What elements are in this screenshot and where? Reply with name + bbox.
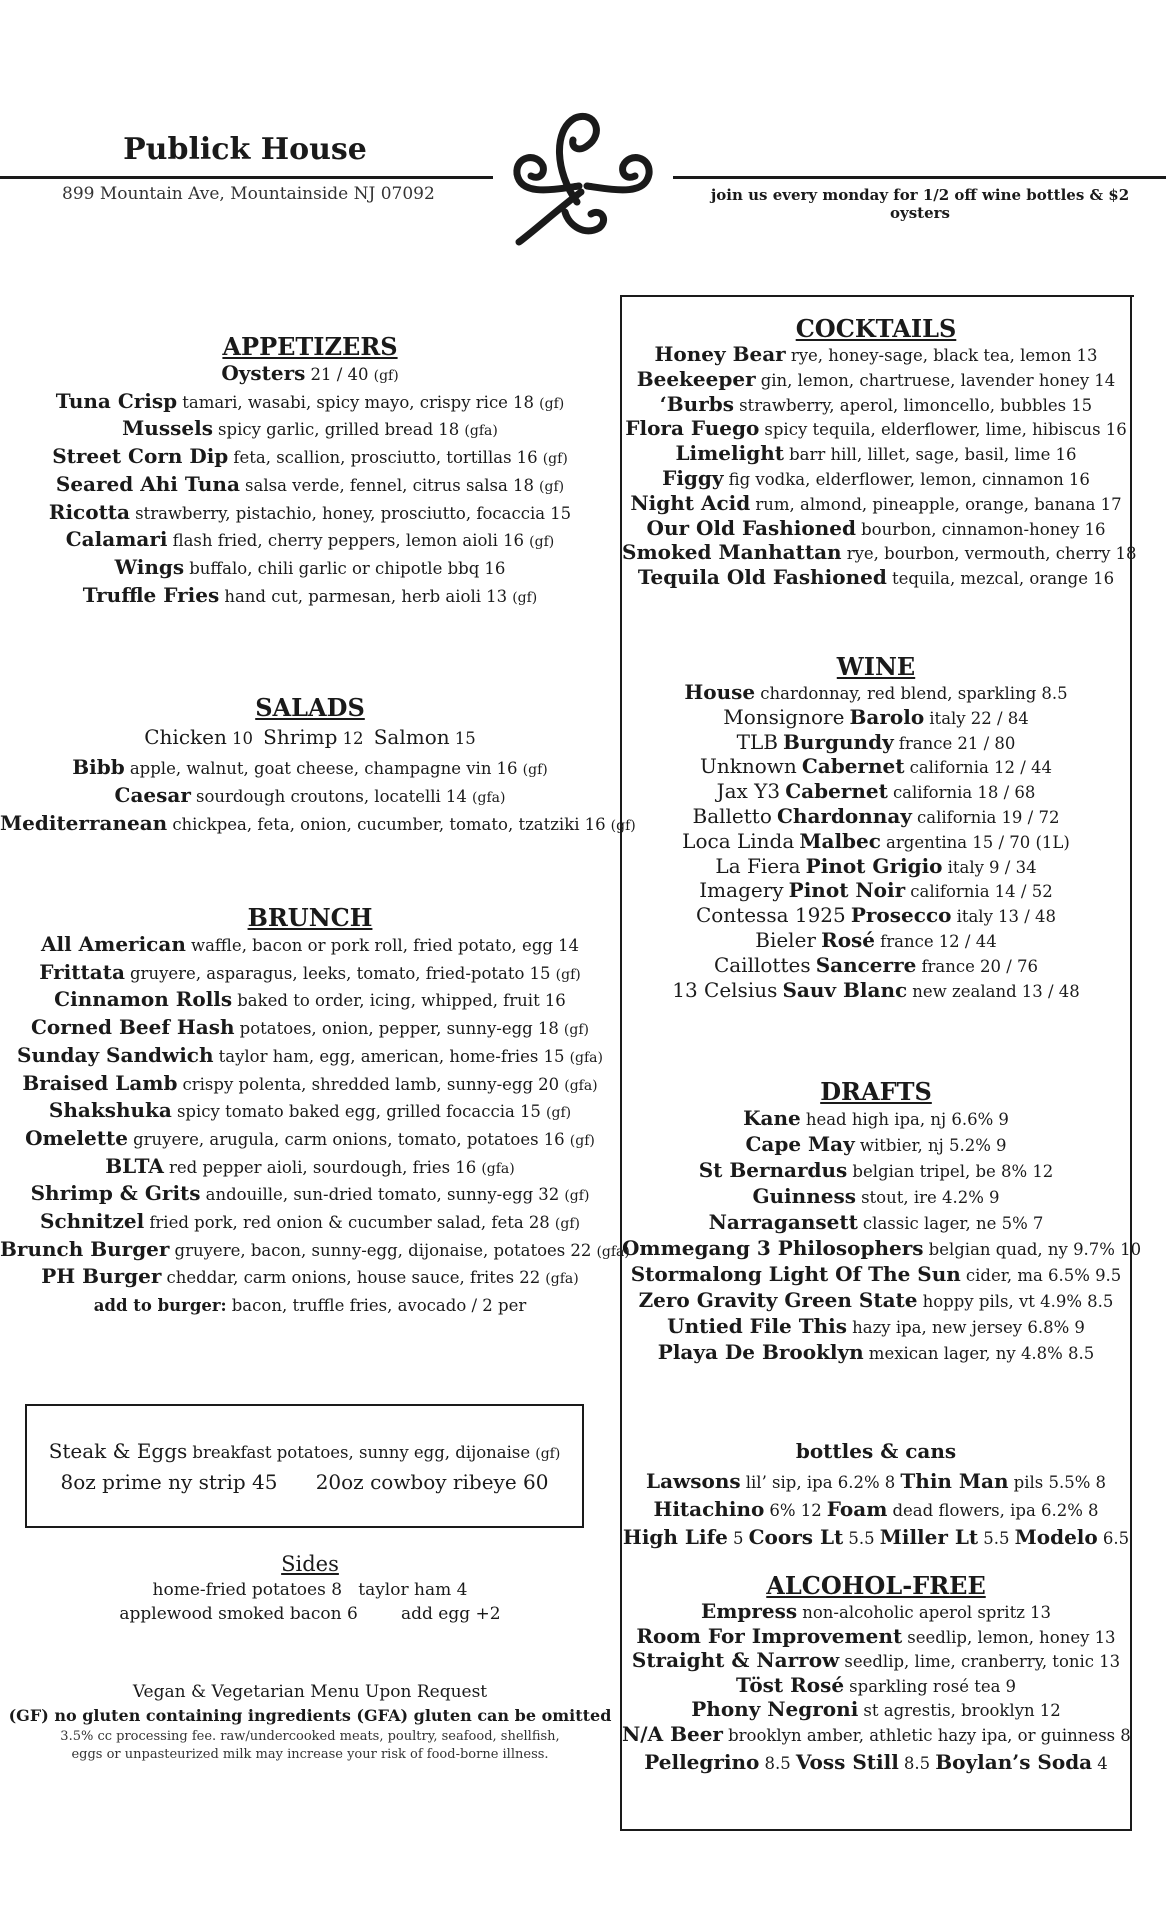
drink-item: Beekeeper gin, lemon, chartruese, lavender honey 14 (636, 366, 1116, 391)
menu-item: Calamari flash fried, cherry peppers, lemon aioli 16 (gf) (65, 527, 555, 552)
bottles-section (622, 1434, 1130, 1552)
health-notice-line1: 3.5% cc processing fee. raw/undercooked meats, poultry, seafood, shellfish, (60, 1729, 560, 1744)
menu-item: Tuna Crisp tamari, wasabi, spicy mayo, crispy rice 18 (gf) (55, 388, 565, 413)
draft-item: Untied File This hazy ipa, new jersey 6.8% 9 (667, 1314, 1085, 1338)
special-option-1: 8oz prime ny strip 45 (60, 1470, 278, 1494)
wine-item: 13 Celsius Sauv Blanc new zealand 13 / 48 (672, 977, 1080, 1002)
steak-special (25, 1437, 584, 1498)
alcohol-free-item: Straight & Narrow seedlip, lime, cranberry, tonic 13 (631, 1648, 1121, 1672)
alcohol-free-item: Töst Rosé sparkling rosé tea 9 (735, 1672, 1017, 1697)
wine-item: Loca Linda Malbec argentina 15 / 70 (1L) (682, 828, 1070, 853)
menu-item: Cinnamon Rolls baked to order, icing, whipped, fruit 16 (54, 987, 566, 1012)
sides-section (0, 1550, 620, 1626)
drink-item: Honey Bear rye, honey-sage, black tea, lemon 13 (654, 342, 1098, 366)
bottle-row: Lawsons lil’ sip, ipa 6.2% 8 Thin Man pils 5.5% 8 (646, 1469, 1106, 1493)
alcohol-free-item: N/A Beer brooklyn amber, athletic hazy ipa, or guinness 8 (622, 1721, 1131, 1746)
salad-protein-addons: Chicken 10 Shrimp 12 Salmon 15 (144, 725, 476, 749)
menu-item: Shakshuka spicy tomato baked egg, grilled focaccia 15 (gf) (48, 1098, 572, 1123)
alcohol-free-item: Phony Negroni st agrestis, brooklyn 12 (691, 1697, 1061, 1721)
alcohol-free-row: Pellegrino 8.5 Voss Still 8.5 Boylan’s Soda 4 (644, 1750, 1108, 1774)
draft-item: Cape May witbier, nj 5.2% 9 (745, 1132, 1007, 1156)
clover-logo-icon (495, 100, 670, 250)
menu-item: Schnitzel fried pork, red onion & cucumber salad, feta 28 (gf) (40, 1209, 580, 1234)
drink-item: Our Old Fashioned bourbon, cinnamon-honey 16 (646, 515, 1106, 540)
alcohol-free-item: Room For Improvement seedlip, lemon, honey 13 (636, 1623, 1116, 1648)
salads-heading: SALADS (255, 693, 365, 722)
wine-section (622, 652, 1130, 1003)
wine-item: Monsignore Barolo italy 22 / 84 (723, 704, 1029, 729)
sides-heading: Sides (281, 1552, 339, 1576)
draft-item: Guinness stout, ire 4.2% 9 (752, 1184, 1000, 1208)
wine-item: Bieler Rosé france 12 / 44 (755, 927, 997, 952)
promo-text: join us every monday for 1/2 off wine bottles & $2 oysters (710, 186, 1130, 222)
wine-heading: WINE (836, 652, 916, 681)
alcohol-free-section (622, 1571, 1130, 1780)
menu-item: Frittata gruyere, asparagus, leeks, tomato, fried-potato 15 (gf) (39, 959, 581, 984)
menu-item: Omelette gruyere, arugula, carm onions, tomato, potatoes 16 (gf) (25, 1125, 595, 1150)
alcohol-free-list (622, 1600, 1130, 1747)
bottles-heading: bottles & cans (795, 1439, 957, 1463)
health-notice-line2: eggs or unpasteurized milk may increase your risk of food-borne illness. (71, 1747, 549, 1762)
wine-item: Contessa 1925 Prosecco italy 13 / 48 (695, 903, 1057, 928)
drink-item: Night Acid rum, almond, pineapple, orange, banana 17 (630, 490, 1122, 515)
alcohol-free-item: Empress non-alcoholic aperol spritz 13 (700, 1599, 1052, 1623)
bottle-row: High Life 5 Coors Lt 5.5 Miller Lt 5.5 Modelo 6.5 (622, 1525, 1130, 1549)
drafts-section (622, 1077, 1142, 1366)
footer-notes (0, 1680, 620, 1764)
wine-item: Caillottes Sancerre france 20 / 76 (713, 952, 1039, 977)
menu-item: Ricotta strawberry, pistachio, honey, prosciutto, focaccia 15 (48, 499, 572, 524)
menu-item: Seared Ahi Tuna salsa verde, fennel, citrus salsa 18 (gf) (55, 471, 565, 496)
menu-item: Sunday Sandwich taylor ham, egg, american, home-fries 15 (gfa) (17, 1042, 603, 1067)
menu-item: Street Corn Dip feta, scallion, prosciutto, tortillas 16 (gf) (52, 444, 568, 469)
appetizers-section (0, 332, 620, 610)
menu-item: Shrimp & Grits andouille, sun-dried tomato, sunny-egg 32 (gf) (30, 1181, 590, 1206)
menu-item: Mussels spicy garlic, grilled bread 18 (gfa) (122, 416, 498, 441)
brunch-heading: BRUNCH (247, 903, 373, 932)
vegan-note: Vegan & Vegetarian Menu Upon Request (132, 1682, 488, 1702)
drink-item: Tequila Old Fashioned tequila, mezcal, orange 16 (637, 565, 1115, 590)
drafts-list (622, 1106, 1142, 1366)
drafts-heading: DRAFTS (820, 1077, 932, 1106)
draft-item: Playa De Brooklyn mexican lager, ny 4.8% 8.5 (657, 1340, 1095, 1364)
wine-item: La Fiera Pinot Grigio italy 9 / 34 (715, 853, 1037, 878)
draft-item: St Bernardus belgian tripel, be 8% 12 (698, 1158, 1054, 1182)
burger-addons: add to burger: bacon, truffle fries, avocado / 2 per (93, 1296, 527, 1316)
bottles-list (622, 1468, 1130, 1552)
appetizers-list (0, 361, 620, 610)
special-desc: breakfast potatoes, sunny egg, dijonaise (192, 1443, 531, 1462)
menu-item: Mediterranean chickpea, feta, onion, cucumber, tomato, tzatziki 16 (gf) (0, 810, 636, 835)
wine-item: TLB Burgundy france 21 / 80 (736, 729, 1016, 754)
wine-item: Balletto Chardonnay california 19 / 72 (692, 803, 1060, 828)
menu-item: Oysters 21 / 40 (gf) (221, 361, 399, 385)
special-option-2: 20oz cowboy ribeye 60 (315, 1470, 549, 1494)
wine-item: Imagery Pinot Noir california 14 / 52 (699, 878, 1053, 903)
menu-item: Corned Beef Hash potatoes, onion, pepper, sunny-egg 18 (gf) (30, 1015, 589, 1040)
salads-list (0, 754, 636, 839)
menu-item: Wings buffalo, chili garlic or chipotle bbq 16 (114, 554, 506, 579)
appetizers-heading: APPETIZERS (222, 332, 398, 361)
draft-item: Zero Gravity Green State hoppy pils, vt 4.9% 8.5 (638, 1288, 1114, 1312)
menu-item: BLTA red pepper aioli, sourdough, fries 16 (gfa) (105, 1153, 515, 1178)
alcohol-free-heading: ALCOHOL-FREE (766, 1571, 986, 1600)
draft-item: Narragansett classic lager, ne 5% 7 (708, 1210, 1044, 1234)
draft-item: Kane head high ipa, nj 6.6% 9 (743, 1106, 1009, 1130)
special-name: Steak & Eggs (48, 1439, 188, 1463)
wine-item: Jax Y3 Cabernet california 18 / 68 (716, 779, 1036, 804)
drinks-box-tick (1120, 295, 1134, 297)
menu-item: All American waffle, bacon or pork roll, fried potato, egg 14 (40, 932, 580, 956)
wine-item: Unknown Cabernet california 12 / 44 (699, 754, 1053, 779)
gluten-legend: (GF) no gluten containing ingredients (GFA) gluten can be omitted (8, 1706, 612, 1725)
drink-item: Limelight barr hill, lillet, sage, basil, lime 16 (675, 441, 1077, 466)
brunch-section (0, 903, 630, 1320)
menu-item: Braised Lamb crispy polenta, shredded lamb, sunny-egg 20 (gfa) (22, 1070, 598, 1095)
menu-item: Caesar sourdough croutons, locatelli 14 (gfa) (114, 782, 506, 807)
menu-item: Bibb apple, walnut, goat cheese, champagne vin 16 (gf) (72, 754, 548, 779)
side-item: applewood smoked bacon 6 (119, 1604, 358, 1624)
drink-item: Flora Fuego spicy tequila, elderflower, lime, hibiscus 16 (625, 416, 1127, 441)
restaurant-address: 899 Mountain Ave, Mountainside NJ 07092 (62, 184, 435, 204)
draft-item: Ommegang 3 Philosophers belgian quad, ny 9.7% 10 (622, 1236, 1142, 1260)
header-rule-left (0, 176, 493, 179)
cocktails-list (622, 342, 1137, 591)
wine-item: House chardonnay, red blend, sparkling 8.5 (684, 680, 1068, 704)
special-tag: (gf) (535, 1446, 561, 1462)
side-item: home-fried potatoes 8 (152, 1580, 343, 1600)
wine-list (622, 681, 1130, 1003)
drink-item: ‘Burbs strawberry, aperol, limoncello, bubbles 15 (659, 391, 1093, 416)
menu-item: Truffle Fries hand cut, parmesan, herb aioli 13 (gf) (82, 582, 538, 607)
bottle-row: Hitachino 6% 12 Foam dead flowers, ipa 6.2% 8 (653, 1497, 1099, 1521)
drink-item: Figgy fig vodka, elderflower, lemon, cinnamon 16 (662, 465, 1090, 490)
salads-section (0, 693, 636, 839)
restaurant-name: Publick House (123, 132, 367, 167)
menu-item: PH Burger cheddar, carm onions, house sauce, frites 22 (gfa) (41, 1264, 579, 1289)
brunch-list (0, 932, 630, 1292)
cocktails-section (622, 314, 1137, 591)
side-item: taylor ham 4 (358, 1580, 468, 1600)
header-rule-right (673, 176, 1166, 179)
cocktails-heading: COCKTAILS (795, 314, 957, 343)
side-item: add egg +2 (401, 1604, 501, 1624)
drink-item: Smoked Manhattan rye, bourbon, vermouth, cherry 18 (622, 540, 1137, 565)
draft-item: Stormalong Light Of The Sun cider, ma 6.5% 9.5 (630, 1262, 1122, 1286)
menu-item: Brunch Burger gruyere, bacon, sunny-egg, dijonaise, potatoes 22 (gfa) (0, 1236, 630, 1261)
